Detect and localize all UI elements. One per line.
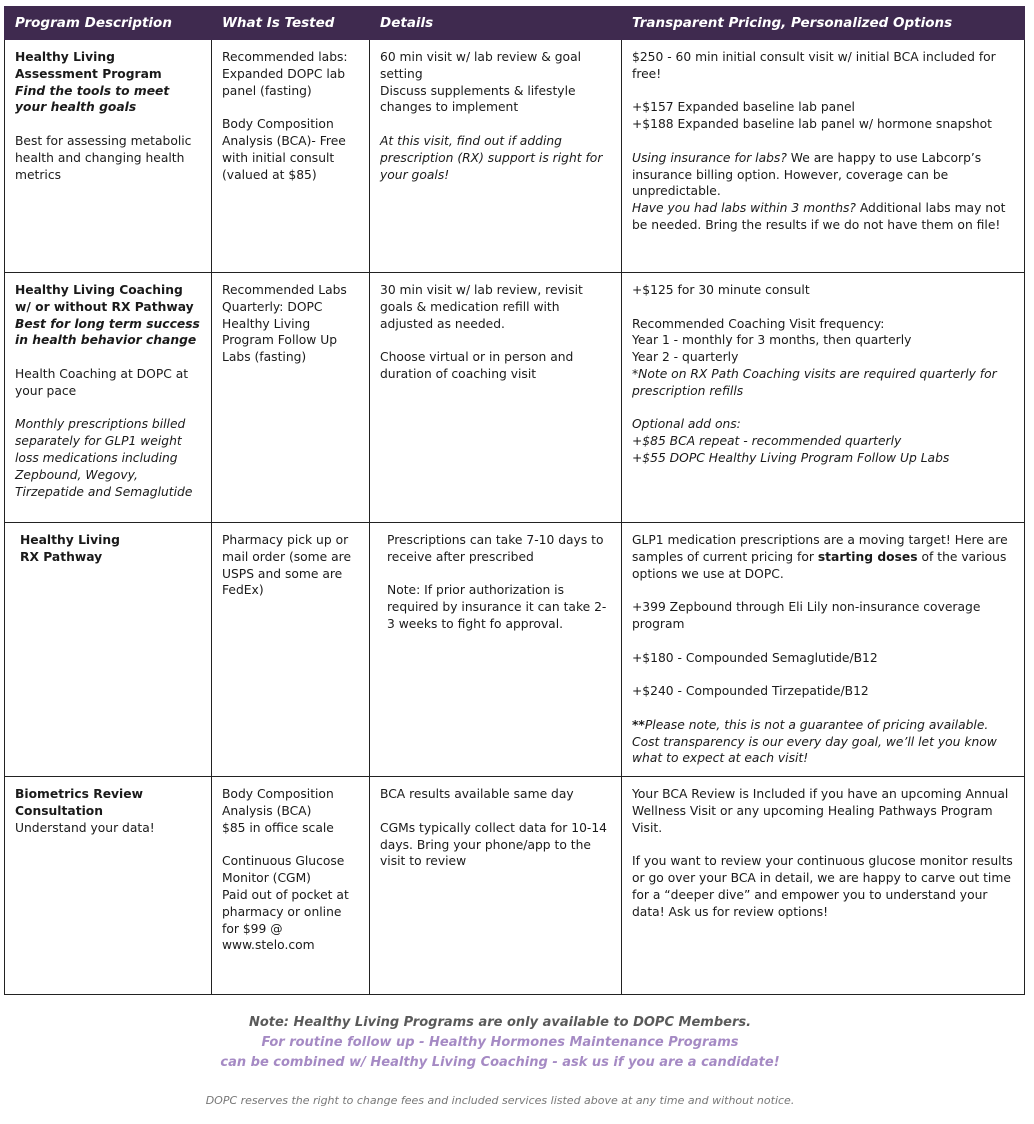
pricing-text: +$85 BCA repeat - recommended quarterly: [632, 434, 902, 449]
table-row: [5, 273, 1025, 523]
tested-text: Recommended Labs Quarterly: DOPC Healthy Living Program Follow Up Labs (fasting): [222, 283, 347, 365]
pricing-span: of the various options we use at DOPC.: [632, 549, 1007, 581]
pricing-text: [632, 150, 1014, 200]
cell-details: [370, 523, 622, 777]
tested-text: Paid out of pocket at pharmacy or online for $99 @ www.stelo.com: [222, 887, 349, 953]
pricing-text: +$125 for 30 minute consult: [632, 283, 810, 297]
pricing-text: *Note on RX Path Coaching visits are required quarterly for prescription refills: [632, 366, 997, 398]
header-program-description: Program Description: [5, 7, 212, 40]
pricing-text: Optional add ons:: [632, 417, 741, 432]
pricing-question: Using insurance for labs?: [632, 150, 787, 165]
details-text: BCA results available same day: [380, 787, 574, 802]
program-title: Healthy Living: [20, 533, 120, 547]
pricing-text: +$188 Expanded baseline lab panel w/ hormone snapshot: [632, 117, 993, 132]
footer-combine-line: can be combined w/ Healthy Living Coaching - ask us if you are a candidate!: [220, 1055, 780, 1070]
pricing-text: Your BCA Review is Included if you have an upcoming Annual Wellness Visit or any upcoming Healing Pathways Program Visit.: [632, 787, 1009, 835]
program-title: RX Pathway: [20, 549, 103, 564]
pricing-text: +$157 Expanded baseline lab panel: [632, 100, 855, 115]
pricing-span: GLP1 medication prescriptions are a moving target! Here are samples of current pricing for: [632, 533, 1008, 564]
pricing-answer: We are happy to use Labcorp’s insurance billing option. However, coverage can be unpredictable.: [632, 150, 982, 199]
details-text: Note: If prior authorization is required by insurance it can take 2-3 weeks to fight fo approval.: [387, 583, 607, 631]
program-body: Understand your data!: [15, 820, 155, 835]
tested-text: Body Composition Analysis (BCA)- Free with initial consult (valued at $85): [222, 117, 346, 182]
program-title: Healthy Living Coaching w/ or without RX Pathway: [15, 283, 194, 314]
details-text: Choose virtual or in person and duration of coaching visit: [380, 350, 574, 381]
pricing-table: [4, 6, 1025, 995]
program-tagline: Find the tools to meet your health goals: [15, 83, 170, 115]
details-text: 60 min visit w/ lab review & goal setting: [380, 50, 582, 81]
pricing-question: Have you had labs within 3 months?: [632, 201, 856, 216]
pricing-text: +$240 - Compounded Tirzepatide/B12: [632, 684, 869, 699]
cell-pricing: [622, 273, 1025, 523]
program-title: Healthy Living Assessment Program: [15, 50, 162, 81]
pricing-disclaimer: Please note, this is not a guarantee of pricing available. Cost transparency is our every day goal, we’ll let you know what to expect at each visit!: [632, 717, 997, 766]
footer-maintenance-line: For routine follow up - Healthy Hormones Maintenance Programs: [261, 1035, 739, 1050]
details-text: CGMs typically collect data for 10-14 days. Bring your phone/app to the visit to review: [380, 820, 608, 869]
program-tagline: Best for long term success in health behavior change: [15, 316, 200, 348]
tested-text: Recommended labs: Expanded DOPC lab panel (fasting): [222, 50, 348, 98]
pricing-text: Year 2 - quarterly: [632, 350, 739, 365]
program-body: Best for assessing metabolic health and changing health metrics: [15, 133, 192, 182]
pricing-text: [632, 200, 1014, 234]
tested-text: $85 in office scale: [222, 820, 334, 835]
table-row: [5, 777, 1025, 995]
pricing-text: +$180 - Compounded Semaglutide/B12: [632, 650, 878, 665]
tested-text: Continuous Glucose Monitor (CGM): [222, 854, 345, 886]
header-details: Details: [370, 7, 622, 40]
table-row: [5, 40, 1025, 273]
pricing-answer: Additional labs may not be needed. Bring the results if we do not have them on file!: [632, 201, 1006, 232]
program-body: Health Coaching at DOPC at your pace: [15, 366, 189, 398]
program-title: Biometrics Review Consultation: [15, 787, 143, 818]
details-text: Prescriptions can take 7-10 days to receive after prescribed: [387, 533, 604, 564]
header-row: [5, 7, 1025, 40]
cell-program-description: [5, 273, 212, 523]
cell-program-description: [5, 523, 212, 777]
program-note: Monthly prescriptions billed separately for GLP1 weight loss medications including Zepbound, Wegovy, Tirzepatide and Semaglutide: [15, 417, 193, 499]
pricing-text: If you want to review your continuous glucose monitor results or go over your BCA in detail, we are happy to carve out time for a “deeper dive” and empower you to understand your data! Ask us for review options!: [632, 854, 1013, 919]
details-text: 30 min visit w/ lab review, revisit goals & medication refill with adjusted as needed.: [380, 283, 583, 331]
pricing-text: [632, 717, 1014, 767]
cell-what-is-tested: [212, 273, 370, 523]
cell-what-is-tested: [212, 777, 370, 995]
cell-details: [370, 777, 622, 995]
table-row: [5, 523, 1025, 777]
footer-note: Note: Healthy Living Programs are only available to DOPC Members.: [248, 1015, 752, 1030]
pricing-emphasis: starting doses: [817, 549, 918, 564]
pricing-text: [632, 532, 1014, 582]
details-text: Discuss supplements & lifestyle changes to implement: [380, 83, 576, 115]
tested-text: Pharmacy pick up or mail order (some are USPS and some are FedEx): [222, 533, 352, 598]
footer-disclaimer: DOPC reserves the right to change fees and included services listed above at any time and without notice.: [205, 1094, 795, 1107]
cell-program-description: [5, 777, 212, 995]
cell-what-is-tested: [212, 523, 370, 777]
cell-details: [370, 40, 622, 273]
header-pricing: Transparent Pricing, Personalized Options: [622, 7, 1025, 40]
cell-pricing: [622, 523, 1025, 777]
pricing-asterisks: **: [632, 717, 645, 732]
header-what-is-tested: What Is Tested: [212, 7, 370, 40]
pricing-text: $250 - 60 min initial consult visit w/ initial BCA included for free!: [632, 50, 996, 81]
cell-pricing: [622, 777, 1025, 995]
details-text: At this visit, find out if adding prescription (RX) support is right for your goals!: [380, 133, 603, 182]
pricing-text: Recommended Coaching Visit frequency:: [632, 316, 885, 331]
pricing-text: Year 1 - monthly for 3 months, then quarterly: [632, 333, 912, 348]
cell-what-is-tested: [212, 40, 370, 273]
cell-program-description: [5, 40, 212, 273]
cell-details: [370, 273, 622, 523]
cell-pricing: [622, 40, 1025, 273]
pricing-text: +399 Zepbound through Eli Lily non-insurance coverage program: [632, 600, 981, 631]
tested-text: Body Composition Analysis (BCA): [222, 787, 334, 818]
pricing-text: +$55 DOPC Healthy Living Program Follow Up Labs: [632, 450, 950, 465]
